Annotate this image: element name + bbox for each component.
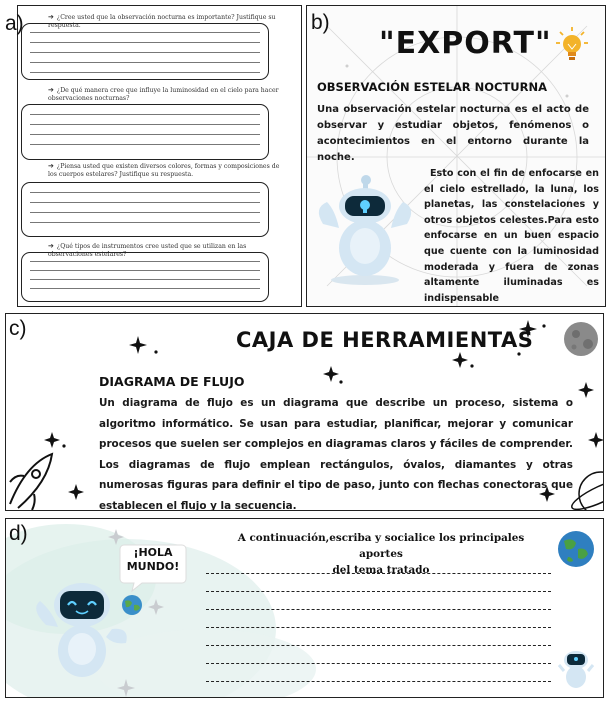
answer-line-7[interactable] bbox=[206, 681, 551, 682]
small-robot-icon bbox=[558, 647, 594, 691]
answer-line-1[interactable] bbox=[206, 573, 551, 574]
label-c: c) bbox=[9, 317, 27, 340]
robot-icon bbox=[313, 168, 417, 286]
answer-line-3[interactable] bbox=[206, 609, 551, 610]
export-paragraph-2: Esto con el fin de enfocarse en el cielo estrellado, la luna, los planetas, las constelaciones y otros objetos celestes.Para esto enfocarse en un buen espacio que cuente con la luminosidad moderada y fuera de zonas altamente iluminadas es indispensable bbox=[424, 168, 599, 304]
answer-line-6[interactable] bbox=[206, 663, 551, 664]
lightbulb-icon bbox=[555, 26, 589, 66]
robot-icon bbox=[26, 565, 136, 683]
answer-line-5[interactable] bbox=[206, 645, 551, 646]
panel-a-worksheet bbox=[17, 5, 302, 307]
export-paragraph-1: Una observación estelar nocturna es el acto de observar y estudiar objetos, fenómenos o acontecimientos en el entorno durante la noche. bbox=[317, 104, 589, 163]
answer-box-3[interactable] bbox=[21, 182, 269, 237]
label-d: d) bbox=[9, 522, 28, 545]
export-subtitle: OBSERVACIÓN ESTELAR NOCTURNA bbox=[317, 80, 548, 94]
answer-line-2[interactable] bbox=[206, 591, 551, 592]
question-3: ➔ ¿Piensa usted que existen diversos colores, formas y composiciones de los cuerpos estelares? Justifique su respuesta. bbox=[48, 162, 280, 178]
panel-d-activity bbox=[5, 518, 604, 698]
hola-mundo-text: ¡HOLA MUNDO! bbox=[126, 546, 180, 573]
panel-b-export bbox=[306, 5, 606, 307]
answer-box-1[interactable] bbox=[21, 23, 269, 80]
flowchart-subtitle: DIAGRAMA DE FLUJO bbox=[99, 374, 245, 389]
question-1: ➔ ¿Cree usted que la observación nocturna es importante? Justifique su respuesta. bbox=[48, 13, 276, 29]
activity-heading: A continuación,escriba y socialice los principales aportes del tema tratado bbox=[237, 532, 525, 576]
toolbox-title: CAJA DE HERRAMIENTAS bbox=[236, 328, 534, 352]
question-4: ➔ ¿Qué tipos de instrumentos cree usted que se utilizan en las observaciones estelares? bbox=[48, 242, 247, 258]
answer-box-4[interactable] bbox=[21, 252, 269, 302]
panel-c-toolbox bbox=[5, 313, 604, 511]
label-b: b) bbox=[311, 11, 330, 34]
earth-icon bbox=[556, 529, 596, 569]
export-title: "EXPORT" bbox=[379, 26, 552, 61]
answer-box-2[interactable] bbox=[21, 104, 269, 160]
answer-line-4[interactable] bbox=[206, 627, 551, 628]
globe-icon bbox=[120, 593, 144, 617]
label-a: a) bbox=[5, 12, 24, 35]
flowchart-body: Un diagrama de flujo es un diagrama que describe un proceso, sistema o algoritmo informático. Se usan para estudiar, planificar, mejorar y comunicar procesos que suelen ser complejos en diagramas claros y fáciles de comprender. Los diagramas de flujo emplean rectángulos, óvalos, diamantes y otras numerosas figuras para definir el tipo de paso, junto con flechas conectoras que establecen el flujo y la secuencia. bbox=[99, 397, 573, 511]
question-2: ➔ ¿De qué manera cree que influye la luminosidad en el cielo para hacer observaciones nocturnas? bbox=[48, 86, 279, 102]
